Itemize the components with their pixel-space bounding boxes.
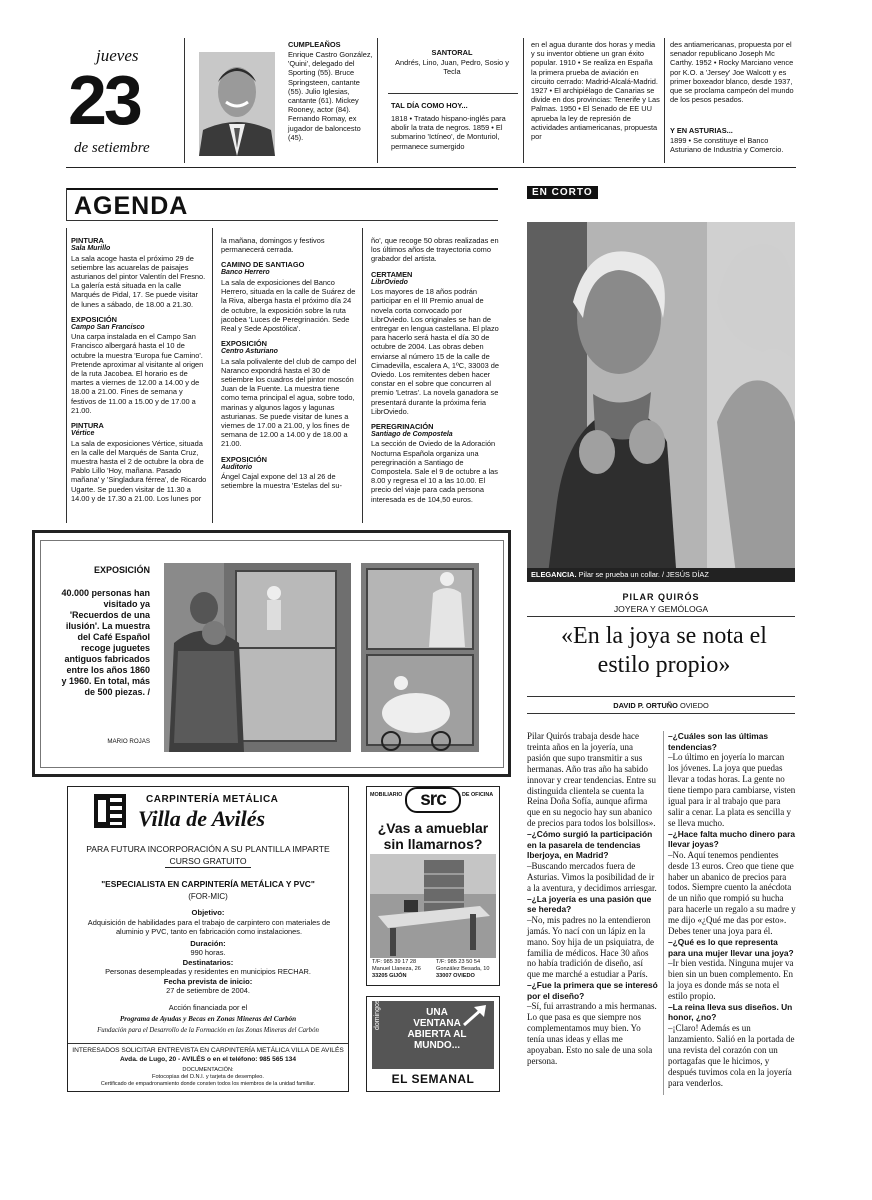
semanal-line1: UNA [426, 1007, 448, 1018]
agenda-item-label: EXPOSICIÓN [221, 339, 267, 349]
cmva-logo-icon [94, 794, 126, 828]
src-headline1: ¿Vas a amueblar [377, 820, 489, 836]
agenda-item-text: Los mayores de 18 años podrán participar en el III Premio anual de novela corta convocado por LibrOviedo. Los originales se han de entregar en lengua castellana. El plazo para hacerlo será hasta el día 30 de octubre de 2004. Las obras deben enviarse al número 15 de la calle de Cimadevilla, escalera A, 1ºC, 33003 de Oviedo. Los remitentes deben hacer constar en el sobre que concurren al premio 'Letras'. La novela ganadora se presentará durante la próxima feria LibrOviedo. [371, 287, 500, 416]
interview-question: –¿La joyería es una pasión que se hereda? [527, 893, 652, 915]
agenda-item-text: La sala acoge hasta el próximo 29 de setiembre las acuarelas de paisajes asturianos del pintor Valentín del Fresno. La galería está situada en la calle Marqués de Pidal, 17. Se puede visitar de lunes a sábado, de 18.00 a 21.30. [71, 253, 206, 309]
exhibit-photo-right [361, 563, 479, 752]
interview-column-2 [668, 731, 796, 1088]
agenda-item-text: la mañana, domingos y festivos permanecerá cerrada. [221, 236, 325, 255]
src-gijon-city: 33205 GIJÓN [372, 973, 407, 979]
date-month: de setiembre [74, 140, 150, 156]
encorto-name: PILAR QUIRÓS [622, 592, 700, 602]
agenda-column-3 [371, 236, 499, 504]
carpinteria-course: "ESPECIALISTA EN CARPINTERÍA METÁLICA Y PVC" [101, 879, 315, 889]
encorto-label: EN CORTO [527, 186, 598, 199]
interview-question: –¿Hace falta mucho dinero para llevar joyas? [668, 828, 796, 850]
src-oviedo-phone: T/F: 985 23 50 54 [436, 959, 481, 965]
encorto-role: JOYERA Y GEMÓLOGA [613, 604, 709, 614]
encorto-byline: DAVID P. ORTUÑO [613, 701, 678, 710]
date-weekday: jueves [96, 46, 139, 65]
agenda-item-label: EXPOSICIÓN [221, 454, 267, 464]
encorto-caption: Pilar se prueba un collar. / JESÚS DÍAZ [576, 570, 709, 579]
agenda-item-label: PEREGRINACIÓN [371, 421, 434, 431]
date-day: 23 [68, 61, 140, 139]
interview-answer: –No. Aquí tenemos pendientes desde 13 euros. Creo que tiene que haber un abanico de precios para todos. Siempre cuento la anécdota de un niño que rompió su hucha para hacerle un regalo a su madre y me dijo «¿Qué me das por esto». Debes tener una joya para él. [668, 849, 796, 937]
src-top-left: MOBILIARIO [370, 792, 403, 798]
interview-question: –¿Qué es lo que representa para una mujer llevar una joya? [668, 936, 794, 958]
semanal-line3: ABIERTA AL [407, 1029, 467, 1040]
interview-question: –La reina lleva sus diseños. Un honor, ¿no? [668, 1001, 793, 1023]
agenda-item-venue: Sala Murillo [71, 245, 111, 252]
carpinteria-line2: CURSO GRATUITO [169, 856, 247, 866]
agenda-column-1 [71, 236, 208, 503]
semanal-line2: VENTANA [413, 1018, 461, 1029]
interview-answer: Pilar Quirós trabaja desde hace treinta años en la joyería, una pasión que supo transmitir a sus hermanas. Año tras año ha sabido innovar y crear tendencias. Entre su distinguida clientela se cuenta la Reina Doña Sofía, aunque afirma que en su negocio hay sun abanico de precios para todos los bolsillos». [527, 731, 656, 829]
src-office-photo [370, 854, 496, 958]
carpinteria-code: (FOR-MIC) [188, 892, 228, 901]
agenda-item-venue: Vértice [71, 430, 95, 438]
agenda-item-text: La sala de exposiciones Vértice, situada en la calle del Marqués de Santa Cruz, muestra hasta el 2 de octubre la obra de Pablo Lillo 'Hoy, mañana. Pasado mañana' y 'Singladura férrea', de Ricardo Ugarte. Se pueden visitar de 11.30 a 14.00 y de 17.30 a 21.00. Los lunes por [71, 438, 207, 503]
interview-answer: –Ir bien vestida. Ninguna mujer va bien sin un buen complemento. En la joya es donde más se nota el estilo propio. [668, 958, 794, 1001]
agenda-item-venue: LibrOviedo [371, 278, 408, 286]
carpinteria-dest-text: Personas desempleadas y residentes en municipios RECHAR. [105, 967, 311, 976]
carpinteria-header: CARPINTERÍA METÁLICA [146, 794, 279, 805]
semanal-line4: MUNDO... [413, 1040, 461, 1051]
agenda-item-text: Una carpa instalada en el Campo San Francisco albergará hasta el 10 de octubre la muestra 'Europa fue Camino'. Pretende aproximar al visitante al origen de la ruta Jacobea. El horario es de martes a viernes de 12.00 a 14.00 y de 18.00 a 21.00. Fines de semana y festivos de 11.00 a 15.00 y de 17.00 a 21.00. [71, 332, 204, 415]
agenda-item-label: EXPOSICIÓN [71, 314, 117, 324]
exhibit-title: EXPOSICIÓN [93, 565, 150, 575]
carpinteria-funding: Acción financiada por el [168, 1003, 248, 1012]
today-col3: des antiamericanas, propuesta por el senador republicano Joseph Mc Carthy. 1952 • Rocky Marciano vence por K.O. a 'Jersey' Joe Walcott y es primer boxeador blanco, desde 1937, que se proclama campeón del mundo de los pesos pesados. [670, 40, 794, 105]
santoral-title: SANTORAL [431, 48, 473, 57]
agenda-item-text: La sección de Oviedo de la Adoración Nocturna Española organiza una peregrinación a Santiago de Compostela. Sale el 9 de octubre a las 8.00 y regresa el 10 a las 10.00. El precio del viaje para cada persona interesada es de 104,50 euros. [371, 439, 498, 504]
agenda-item-venue: Auditorio [221, 463, 253, 471]
agenda-item-label: CERTAMEN [371, 269, 413, 279]
interview-question: –¿Fue la primera que se interesó por el diseño? [527, 980, 658, 1001]
encorto-headline: «En la joya se nota el estilo propio» [561, 623, 767, 678]
carpinteria-docs1: Fotocopias del D.N.I. y tarjeta de desempleo. [152, 1074, 264, 1080]
semanal-tag: domingos [374, 999, 381, 1030]
interview-answer: –No, mis padres no la entendieron jamás. Yo nací con un lápiz en la mano. Soy hija de un psiquiatra, de familia de médicos. Hace 30 años no había tradición de diseño, así que me marché a estudiar a París. [527, 914, 654, 980]
agenda-item-label: PINTURA [71, 236, 104, 245]
asturias-title: Y EN ASTURIAS... [670, 126, 733, 135]
birthday-portrait-photo [199, 52, 275, 156]
interview-answer: –Sí, fui arrastrando a mis hermanas. Lo que pasa es que siempre nos complementamos muy bien. Yo tenía unas ideas y ellas me apoyaban. Esto no sale de una sola persona. [527, 1001, 657, 1066]
src-logo [405, 787, 461, 813]
interview-question: –¿Cuáles son las últimas tendencias? [668, 731, 769, 752]
carpinteria-program: Programa de Ayudas y Becas en Zonas Mineras del Carbón [119, 1015, 297, 1023]
carpinteria-dur-label: Duración: [190, 939, 226, 948]
src-gijon-addr: Manuel Llaneza, 26 [372, 966, 421, 972]
carpinteria-date-text: 27 de setiembre de 2004. [166, 986, 250, 995]
exhibit-credit: MARIO ROJAS [107, 738, 150, 745]
exhibit-photo-left [164, 563, 351, 752]
carpinteria-line1: PARA FUTURA INCORPORACIÓN A SU PLANTILLA IMPARTE [86, 844, 330, 854]
agenda-item-text: ño', que recoge 50 obras realizadas en los últimos años de trayectoria como grabador del artista. [371, 236, 499, 264]
interview-column-1 [527, 731, 658, 1067]
santoral-names: Andrés, Lino, Juan, Pedro, Sosio y Tecla [395, 58, 509, 77]
agenda-item-text: La sala polivalente del club de campo del Naranco expondrá hasta el 30 de setiembre los cuadros del pintor moscón Juan de la Fuente. La muestra tiene como tema principal el agua, sobre todo, marinas y algunos lagos y lagunas asturianas. Se puede visitar de lunes a viernes de 17.00 a 21.00, y los fines de semana de 12.00 a 14.00 y de 18.00 a 21.00. [221, 356, 357, 449]
interview-answer: –¡Claro! Además es un lanzamiento. Salió en la portada de una revista del corazón con un portagafas que le hicimos, y después tuvimos cola en la joyería para venderlos. [668, 1022, 795, 1088]
carpinteria-foundation: Fundación para el Desarrollo de la Formación en las Zonas Mineras del Carbón [97, 1027, 319, 1034]
agenda-item-venue: Campo San Francisco [71, 323, 145, 331]
exhibit-text: 40.000 personas han visitado ya 'Recuerdos de una ilusión'. La muestra del Café Español recoge juguetes antiguos fabricados entre los años 1860 y 1960. En total, más de 500 piezas. / [61, 588, 150, 697]
agenda-item-venue: Santiago de Compostela [371, 430, 453, 438]
birthdays-text: Enrique Castro González, 'Quini', delegado del Sporting (55). Bruce Springsteen, cantante (55). Julio Iglesias, cantante (61). Mickey Rooney, actor (84). Fernando Romay, ex jugador de baloncesto (45). [288, 50, 373, 142]
birthdays-title: CUMPLEAÑOS [288, 40, 341, 49]
src-gijon-phone: T/F: 985 39 17 28 [372, 959, 417, 965]
encorto-byline-city: OVIEDO [677, 701, 709, 710]
agenda-item-label: CAMINO DE SANTIAGO [221, 260, 305, 270]
carpinteria-contact1: INTERESADOS SOLICITAR ENTREVISTA EN CARPINTERÍA METÁLICA VILLA DE AVILÉS [72, 1047, 344, 1054]
agenda-item-text: La sala de exposiciones del Banco Herrero, situada en la calle de Suárez de la Riva, alberga hasta el próximo día 24 de octubre, la exposición sobre la ruta jacobea 'Luces de Peregrinación. Sede Real y Sede Apostólica'. [221, 277, 356, 333]
carpinteria-dest-label: Destinatarios: [182, 958, 234, 967]
agenda-item-venue: Centro Asturiano [221, 348, 278, 356]
today-col1: 1818 • Tratado hispano-inglés para abolir la trata de negros. 1859 • El submarino 'Ictíneo', de Monturiol, permanece sumergido [391, 114, 506, 151]
carpinteria-docs2: Certificado de empadronamiento donde consten todos los miembros de la unidad familiar. [100, 1081, 316, 1087]
src-oviedo-city: 33007 OVIEDO [436, 973, 475, 979]
asturias-text: 1899 • Se constituye el Banco Asturiano de Industria y Comercio. [670, 136, 784, 155]
semanal-brand: EL SEMANAL [391, 1072, 475, 1086]
today-title: TAL DÍA COMO HOY... [391, 101, 468, 110]
src-top-right: DE OFICINA [462, 792, 494, 798]
interview-answer: –Buscando mercados fuera de Asturias. Vimos la posibilidad de ir a la aventura, y decidimos arriesgar. [527, 860, 657, 893]
today-col2: en el agua durante dos horas y media y su inventor obtiene un gran éxito popular. 1910 • Se realiza en España la primera prueba de aviación en circuito cerrado: Madrid-Alcalá-Madrid. 1927 • El archipiélago de Canarias se divide en dos provincias: Tenerife y Las Palmas. 1950 • El Senado de EE UU aprueba la ley de represión de actividades antiamericanas, propuesta por [531, 40, 660, 142]
src-oviedo-addr: González Besada, 10 [436, 966, 490, 972]
carpinteria-contact2: Avda. de Lugo, 20 - AVILÉS o en el teléfono: 985 565 134 [119, 1056, 296, 1063]
carpinteria-obj-label: Objetivo: [191, 908, 225, 917]
encorto-caption-bold: ELEGANCIA. [531, 570, 577, 579]
agenda-title: AGENDA [74, 192, 189, 220]
agenda-column-2 [221, 236, 358, 491]
carpinteria-name: Villa de Avilés [138, 806, 266, 831]
agenda-item-text: Ángel Cajal expone del 13 al 26 de setiembre la muestra 'Estelas del su- [221, 472, 342, 491]
carpinteria-obj-text: Adquisición de habilidades para el trabajo de carpintero con materiales de aluminio y PVC, tanto en fabricación como instalaciones. [87, 918, 331, 936]
encorto-portrait-photo [527, 222, 795, 582]
interview-answer: –Lo último en joyería lo marcan los jóvenes. La joya que puedas llevar a todas horas. La gente no tiene tiempo para cambiarse, visten igual para ir al trabajo que para salir a cenar. La plata es sencilla y se lleva mucho. [668, 752, 796, 828]
interview-question: –¿Cómo surgió la participación en la pasarela de tendencias Iberjoya, en Madrid? [527, 829, 653, 861]
src-headline2: sin llamarnos? [383, 836, 483, 852]
carpinteria-date-label: Fecha prevista de inicio: [163, 977, 253, 986]
agenda-item-label: PINTURA [71, 421, 104, 431]
src-logo-text: src [420, 789, 446, 810]
agenda-item-venue: Banco Herrero [221, 269, 270, 277]
carpinteria-dur-text: 990 horas. [190, 948, 226, 957]
carpinteria-docs-label: DOCUMENTACIÓN: [182, 1067, 234, 1073]
